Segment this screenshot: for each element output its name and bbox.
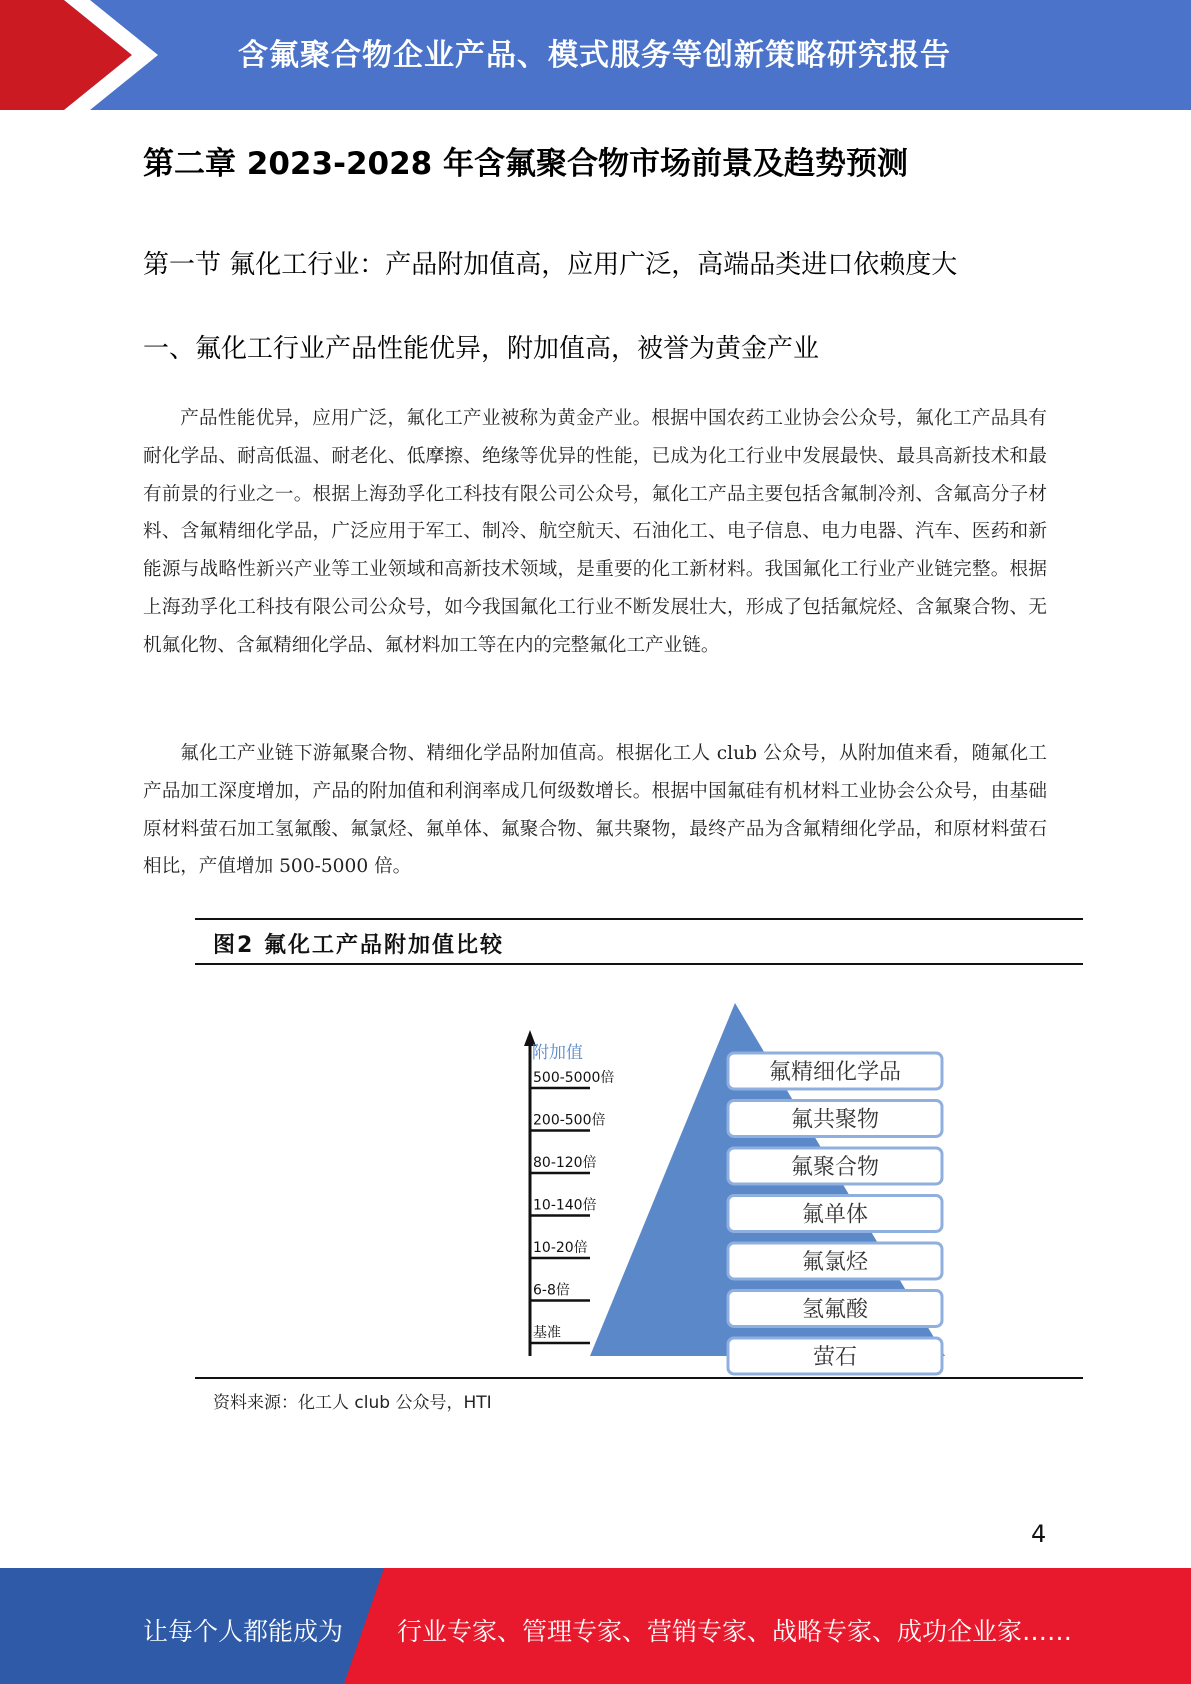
figure-bottom-rule bbox=[195, 1377, 1083, 1379]
product-label: 氟聚合物 bbox=[790, 1155, 880, 1180]
value-level-label: 10-140倍 bbox=[533, 1197, 597, 1214]
value-level-label: 200-500倍 bbox=[533, 1112, 606, 1129]
value-level-label: 10-20倍 bbox=[533, 1240, 588, 1256]
value-level-label: 基准 bbox=[533, 1325, 561, 1341]
value-level-label: 500-5000倍 bbox=[533, 1070, 615, 1086]
product-label: 氟精细化学品 bbox=[768, 1060, 902, 1085]
value-axis-label: 附加值 bbox=[532, 1043, 583, 1063]
figure-top-rule bbox=[195, 918, 1083, 920]
product-label: 氢氟酸 bbox=[801, 1297, 869, 1323]
page-footer bbox=[0, 1568, 1191, 1684]
section-title: 第一节 氟化工行业：产品附加值高，应用广泛，高端品类进口依赖度大 bbox=[143, 250, 958, 280]
body-paragraph-1: 产品性能优异，应用广泛，氟化工产业被称为黄金产业。根据中国农药工业协会公众号，氟化工产品具有耐化学品、耐高低温、耐老化、低摩擦、绝缘等优异的性能，已成为化工行业中发展最快、最具高新技术和最有前景的行业之一。根据上海劲孚化工科技有限公司公众号，氟化工产品主要包括含氟制冷剂、含氟高分子材料、含氟精细化学品，广泛应用于军工、制冷、航空航天、石油化工、电子信息、电力电器、汽车、医药和新能源与战略性新兴产业等工业领域和高新技术领域，是重要的化工新材料。我国氟化工行业产业链完整。根据上海劲孚化工科技有限公司公众号，如今我国氟化工行业不断发展壮大，形成了包括氟烷烃、含氟聚合物、无机氟化物、含氟精细化学品、氟材料加工等在内的完整氟化工产业链。 bbox=[143, 408, 1047, 656]
product-label: 氟氯烃 bbox=[801, 1250, 869, 1275]
footer-slogan-left: 让每个人都能成为 bbox=[143, 1617, 344, 1646]
footer-slogan-right: 行业专家、管理专家、营销专家、战略专家、成功企业家…… bbox=[397, 1617, 1073, 1646]
value-level-label: 80-120倍 bbox=[533, 1155, 597, 1171]
subsection-title: 一、氟化工行业产品性能优异，附加值高，被誉为黄金产业 bbox=[143, 334, 820, 364]
figure-value-added bbox=[195, 918, 1083, 1418]
chapter-title: 第二章 2023-2028 年含氟聚合物市场前景及趋势预测 bbox=[143, 146, 909, 182]
product-label: 氟单体 bbox=[801, 1202, 869, 1228]
report-title: 含氟聚合物企业产品、模式服务等创新策略研究报告 bbox=[238, 38, 951, 73]
page-header bbox=[0, 0, 1191, 110]
body-paragraph-2: 氟化工产业链下游氟聚合物、精细化学品附加值高。根据化工人 club 公众号，从附加值来看，随氟化工产品加工深度增加，产品的附加值和利润率成几何级数增长。根据中国氟硅有机材料工业协会公众号，由基础原材料萤石加工氢氟酸、氟氯烃、氟单体、氟聚合物、氟共聚物，最终产品为含氟精细化学品，和原材料萤石相比，产值增加 500-5000 倍。 bbox=[143, 743, 1047, 878]
product-label: 萤石 bbox=[812, 1345, 858, 1370]
figure-source: 资料来源：化工人 club 公众号，HTI bbox=[213, 1393, 492, 1413]
value-level-label: 6-8倍 bbox=[533, 1282, 570, 1299]
product-label: 氟共聚物 bbox=[790, 1107, 880, 1133]
value-pyramid-diagram bbox=[195, 958, 1083, 1398]
figure-title: 图2 氟化工产品附加值比较 bbox=[213, 933, 504, 958]
page-number: 4 bbox=[1031, 1520, 1047, 1548]
